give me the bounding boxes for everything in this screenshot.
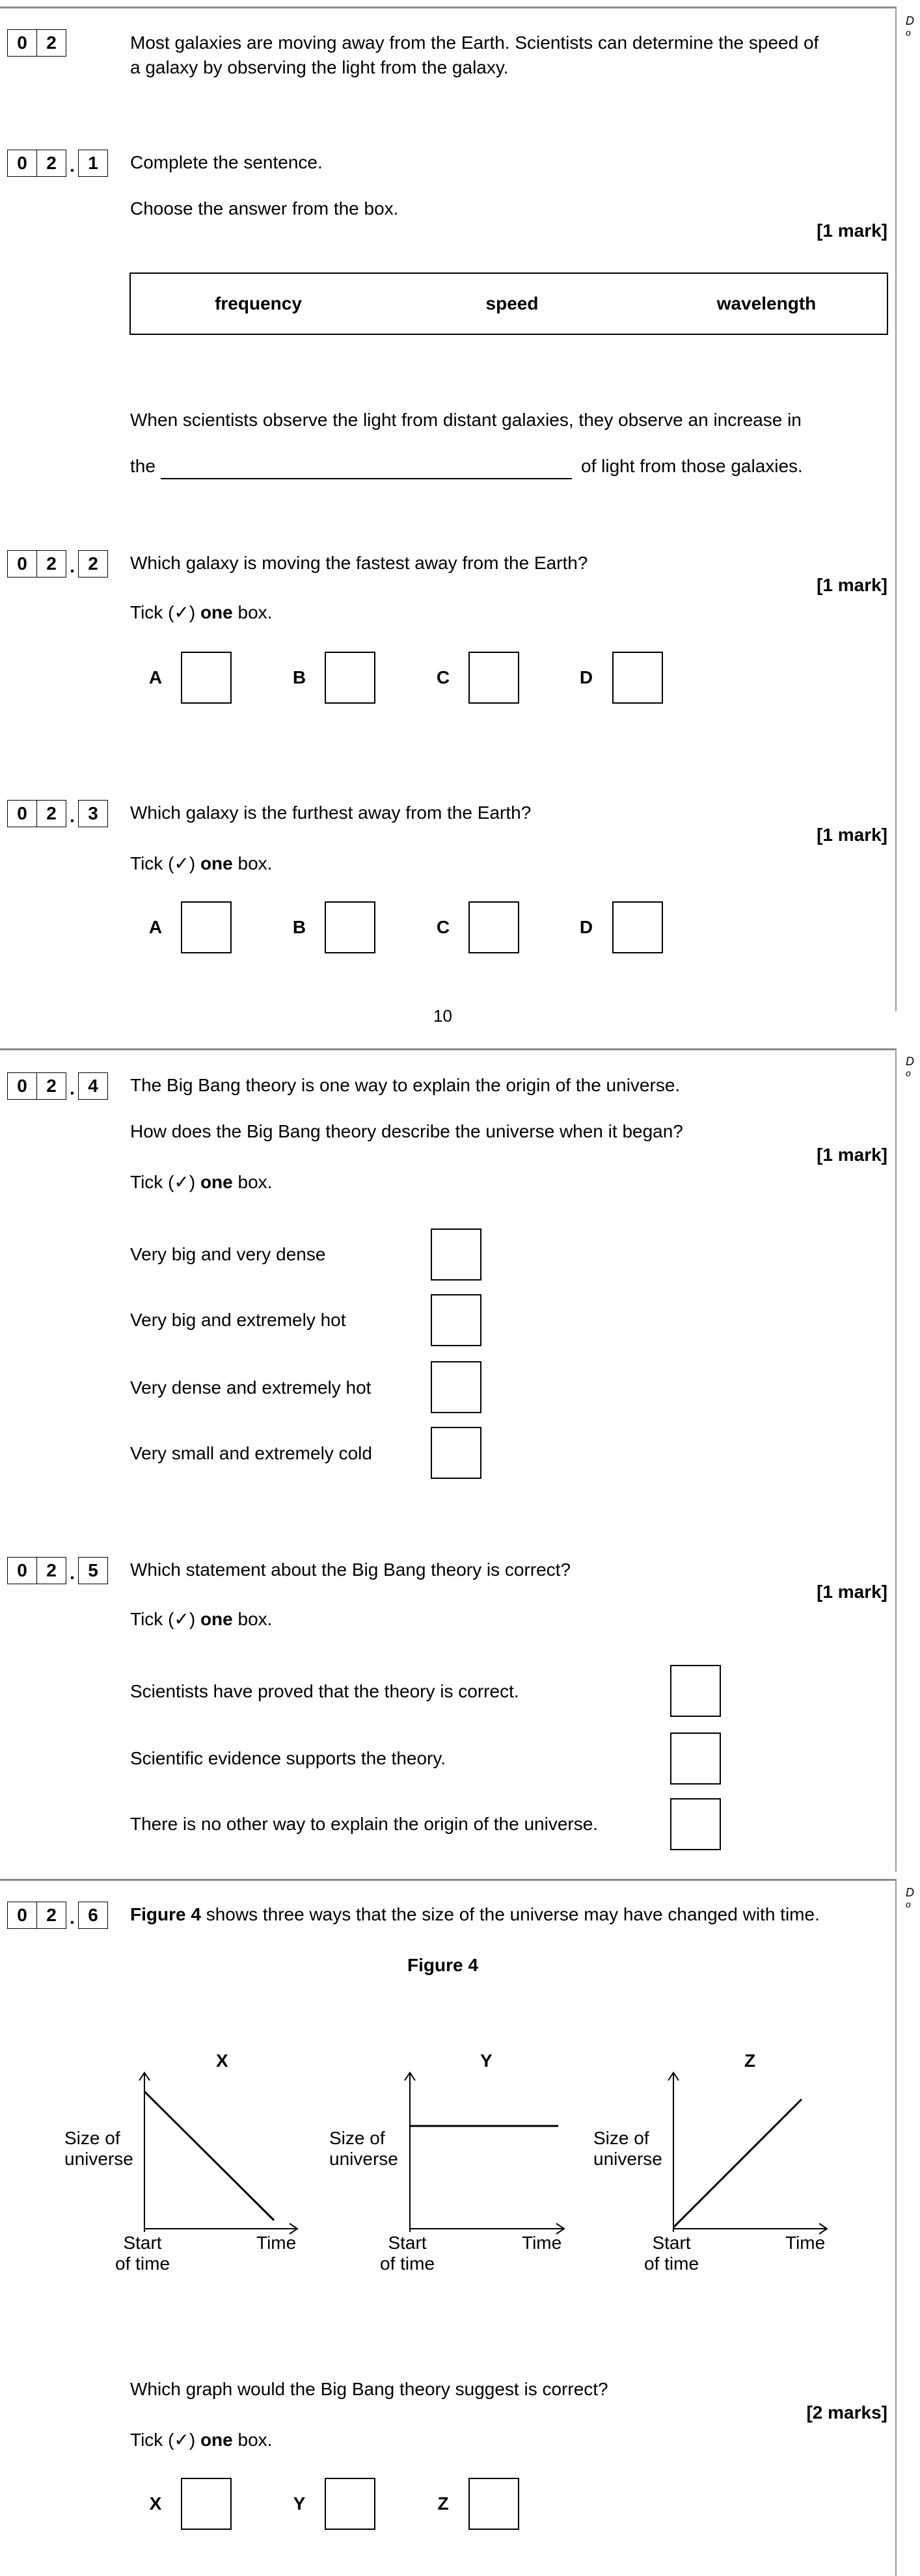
- word-option-frequency: frequency: [215, 293, 302, 313]
- margin-note: o: [906, 1899, 911, 1909]
- y-axis-label: Size of universe: [64, 2128, 133, 2169]
- option-letter-b: B: [292, 667, 306, 687]
- tick-emphasis: one: [200, 2430, 233, 2450]
- tick-box-d[interactable]: [612, 652, 663, 704]
- tick-suffix: box.: [232, 1172, 273, 1192]
- tick-box-a[interactable]: [181, 901, 232, 953]
- margin-note: D: [906, 1886, 914, 1899]
- q02-4-option-4: Very small and extremely cold: [130, 1443, 372, 1463]
- tick-emphasis: one: [200, 1609, 233, 1629]
- q02-1-sentence-part1: When scientists observe the light from distant galaxies, they observe an increase in: [130, 410, 802, 430]
- x-origin-label: Start of time: [115, 2233, 170, 2274]
- x-axis-label: Time: [522, 2233, 562, 2253]
- q02-5-option-2: Scientific evidence supports the theory.: [130, 1748, 446, 1768]
- tick-prefix: Tick (✓): [130, 1609, 200, 1629]
- tick-box-option-1[interactable]: [670, 1665, 721, 1717]
- figure-reference: Figure 4: [130, 1904, 201, 1924]
- option-letter-b: B: [292, 917, 306, 937]
- question-number-02-4: [7, 1072, 108, 1100]
- q02-4-option-2: Very big and extremely hot: [130, 1310, 346, 1330]
- tick-box-z[interactable]: [468, 2478, 519, 2530]
- q02-1-instruction: Choose the answer from the box.: [130, 198, 399, 219]
- qnum-dot: .: [70, 1563, 75, 1583]
- question-number-02-6: [7, 1902, 108, 1929]
- word-option-speed: speed: [485, 293, 539, 313]
- tick-box-x[interactable]: [181, 2478, 232, 2530]
- tick-suffix: box.: [232, 853, 273, 873]
- q02-4-option-3: Very dense and extremely hot: [130, 1377, 372, 1398]
- question-number-02-5: [7, 1557, 108, 1584]
- qnum-digit: 2: [37, 29, 66, 57]
- tick-prefix: Tick (✓): [130, 853, 200, 873]
- tick-box-y[interactable]: [325, 2478, 375, 2530]
- q02-2-question: Which galaxy is moving the fastest away from the Earth?: [130, 553, 588, 573]
- graph-z-plot: [0, 0, 1, 1]
- qnum-digit: 2: [37, 1902, 66, 1929]
- q02-5-option-3: There is no other way to explain the origin of the universe.: [130, 1814, 599, 1834]
- q02-4-tick-instruction: [130, 1171, 272, 1193]
- q02-6-intro: [130, 1904, 820, 1926]
- q02-3-marks: [1 mark]: [817, 825, 887, 845]
- qnum-digit: 2: [37, 800, 66, 827]
- tick-emphasis: one: [200, 602, 233, 622]
- qnum-digit: 2: [37, 550, 66, 578]
- qnum-digit: 6: [78, 1902, 108, 1929]
- graph-title: X: [216, 2051, 228, 2071]
- page-number: 10: [433, 1006, 452, 1026]
- margin-border: [895, 7, 897, 1011]
- qnum-dot: .: [70, 806, 75, 826]
- tick-box-option-3[interactable]: [431, 1361, 481, 1413]
- qnum-dot: .: [70, 1907, 75, 1928]
- word-option-wavelength: wavelength: [716, 293, 817, 313]
- q02-3-question: Which galaxy is the furthest away from the Earth?: [130, 803, 532, 823]
- tick-suffix: box.: [232, 1609, 273, 1629]
- page-separator: [0, 1879, 896, 1881]
- qnum-dot: .: [70, 1078, 75, 1098]
- intro-text: shows three ways that the size of the universe may have changed with time.: [200, 1904, 820, 1924]
- tick-prefix: Tick (✓): [130, 2430, 200, 2450]
- tick-box-option-2[interactable]: [670, 1733, 721, 1785]
- q02-4-marks: [1 mark]: [817, 1145, 887, 1165]
- margin-note: o: [906, 27, 911, 38]
- margin-border: [895, 1048, 897, 1872]
- tick-emphasis: one: [200, 1172, 233, 1192]
- margin-note: o: [906, 1068, 911, 1078]
- option-letter-z: Z: [437, 2493, 449, 2514]
- margin-note: D: [906, 14, 914, 27]
- q02-4-question: How does the Big Bang theory describe the universe when it began?: [130, 1121, 683, 1141]
- qnum-digit: 0: [7, 1072, 37, 1100]
- qnum-digit: 3: [78, 800, 108, 827]
- q02-2-tick-instruction: [130, 602, 272, 624]
- tick-suffix: box.: [232, 2430, 273, 2450]
- page-separator: [0, 7, 896, 8]
- tick-box-a[interactable]: [181, 652, 232, 704]
- q02-intro-line2: a galaxy by observing the light from the galaxy.: [130, 57, 509, 77]
- answer-word-box: [129, 272, 888, 335]
- q02-5-option-1: Scientists have proved that the theory is correct.: [130, 1681, 519, 1701]
- answer-blank-line[interactable]: [161, 478, 572, 479]
- qnum-digit: 0: [7, 800, 37, 827]
- qnum-digit: 0: [7, 1557, 37, 1584]
- q02-1-sentence-the: the: [130, 456, 156, 476]
- option-letter-c: C: [436, 917, 450, 937]
- tick-prefix: Tick (✓): [130, 1172, 200, 1192]
- q02-5-tick-instruction: [130, 1608, 272, 1630]
- option-letter-d: D: [579, 667, 593, 687]
- graph-title: Z: [744, 2051, 756, 2071]
- margin-note: D: [906, 1055, 914, 1068]
- qnum-digit: 2: [37, 150, 66, 177]
- q02-6-tick-instruction: [130, 2429, 272, 2451]
- qnum-digit: 4: [78, 1072, 108, 1100]
- x-origin-label: Start of time: [644, 2233, 699, 2274]
- tick-box-option-4[interactable]: [431, 1427, 481, 1479]
- tick-box-option-1[interactable]: [431, 1228, 481, 1281]
- question-number-02: [7, 29, 66, 57]
- option-letter-x: X: [149, 2493, 162, 2514]
- q02-6-question: Which graph would the Big Bang theory suggest is correct?: [130, 2379, 608, 2399]
- qnum-digit: 0: [7, 29, 37, 57]
- q02-intro-line1: Most galaxies are moving away from the Earth. Scientists can determine the speed of: [130, 33, 819, 53]
- q02-1-prompt: Complete the sentence.: [130, 152, 323, 172]
- qnum-dot: .: [70, 556, 75, 576]
- option-letter-a: A: [148, 667, 163, 687]
- q02-2-marks: [1 mark]: [817, 575, 887, 595]
- option-letter-a: A: [148, 917, 163, 937]
- graph-title: Y: [480, 2051, 493, 2071]
- x-axis-label: Time: [256, 2233, 297, 2253]
- figure-title: Figure 4: [407, 1955, 478, 1975]
- qnum-digit: 0: [7, 1902, 37, 1929]
- option-letter-y: Y: [293, 2493, 306, 2514]
- tick-box-option-2[interactable]: [431, 1294, 481, 1346]
- qnum-digit: 0: [7, 150, 37, 177]
- tick-suffix: box.: [232, 602, 273, 622]
- q02-1-marks: [1 mark]: [817, 220, 887, 241]
- q02-4-intro: The Big Bang theory is one way to explain the origin of the universe.: [130, 1075, 681, 1095]
- option-letter-d: D: [579, 917, 593, 937]
- qnum-dot: .: [70, 155, 75, 176]
- qnum-digit: 5: [78, 1557, 108, 1584]
- qnum-digit: 1: [78, 150, 108, 177]
- margin-border: [895, 1879, 897, 2576]
- qnum-digit: 2: [78, 550, 108, 578]
- y-axis-label: Size of universe: [329, 2128, 398, 2169]
- option-letter-c: C: [436, 667, 450, 687]
- q02-5-marks: [1 mark]: [817, 1582, 887, 1602]
- tick-box-c[interactable]: [468, 901, 519, 953]
- qnum-digit: 0: [7, 550, 37, 578]
- q02-6-marks: [2 marks]: [806, 2402, 887, 2423]
- tick-box-b[interactable]: [325, 901, 375, 953]
- qnum-digit: 2: [37, 1072, 66, 1100]
- tick-prefix: Tick (✓): [130, 602, 200, 622]
- x-origin-label: Start of time: [380, 2233, 435, 2274]
- q02-5-question: Which statement about the Big Bang theory is correct?: [130, 1560, 571, 1580]
- tick-box-c[interactable]: [468, 652, 519, 704]
- q02-3-tick-instruction: [130, 853, 272, 875]
- qnum-digit: 2: [37, 1557, 66, 1584]
- tick-box-option-3[interactable]: [670, 1798, 721, 1850]
- tick-box-d[interactable]: [612, 901, 663, 953]
- y-axis-label: Size of universe: [593, 2128, 662, 2169]
- question-number-02-3: [7, 800, 108, 827]
- q02-1-sentence-end: of light from those galaxies.: [581, 456, 803, 476]
- tick-box-b[interactable]: [325, 652, 375, 704]
- tick-emphasis: one: [200, 853, 233, 873]
- x-axis-label: Time: [785, 2233, 826, 2253]
- question-number-02-1: [7, 150, 108, 177]
- page-separator: [0, 1048, 896, 1050]
- question-number-02-2: [7, 550, 108, 578]
- q02-4-option-1: Very big and very dense: [130, 1244, 326, 1264]
